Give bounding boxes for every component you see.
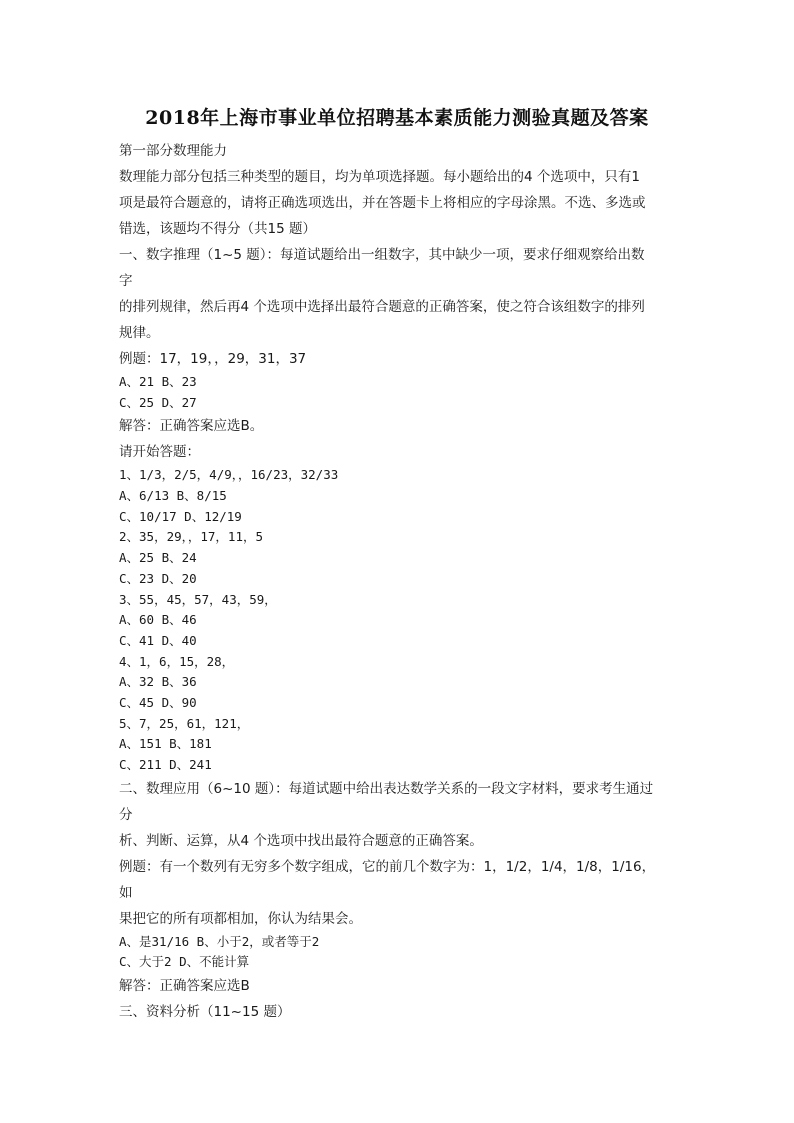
option-line: A、60 B、46: [119, 612, 197, 628]
section-heading: 第一部分数理能力: [119, 143, 227, 159]
question-line: 5、7，25，61，121，: [119, 715, 250, 731]
paragraph-line: 果把它的所有项都相加，你认为结果会。: [119, 910, 362, 927]
paragraph-line: 字: [119, 273, 133, 289]
option-line: A、32 B、36: [119, 674, 197, 690]
paragraph-line: 请开始答题：: [119, 444, 200, 461]
option-line: A、6/13 B、8/15: [119, 488, 227, 504]
question-line: 4、1，6，15，28，: [119, 653, 235, 669]
paragraph-line: 错选，该题均不得分（共15 题）: [119, 221, 316, 237]
paragraph-line: 一、数字推理（1~5 题）：每道试题给出一组数字，其中缺少一项，要求仔细观察给出数: [119, 247, 645, 263]
example-line: 例题：有一个数列有无穷多个数字组成，它的前几个数字为：1，1/2，1/4，1/8，1/16，: [119, 858, 656, 875]
option-line: C、大于2 D、不能计算: [119, 954, 250, 970]
paragraph-line: 如: [119, 884, 133, 901]
option-line: C、23 D、20: [119, 570, 197, 586]
paragraph-line: 规律。: [119, 325, 160, 341]
paragraph-line: 二、数理应用（6~10 题）：每道试题中给出表达数学关系的一段文字材料，要求考生通过: [119, 780, 654, 797]
option-line: A、151 B、181: [119, 736, 212, 752]
section-heading: 三、资料分析（11~15 题）: [119, 1004, 291, 1021]
option-line: A、是31/16 B、小于2，或者等于2: [119, 933, 320, 949]
paragraph-line: 的排列规律，然后再4 个选项中选择出最符合题意的正确答案，使之符合该组数字的排列: [119, 299, 645, 315]
document-title: 2018年上海市事业单位招聘基本素质能力测验真题及答案: [145, 107, 649, 129]
option-line: C、211 D、241: [119, 757, 212, 772]
question-line: 3、55，45，57，43，59，: [119, 591, 277, 607]
option-line: C、45 D、90: [119, 694, 197, 710]
paragraph-line: 项是最符合题意的，请将正确选项选出，并在答题卡上将相应的字母涂黑。不选、多选或: [119, 195, 646, 211]
option-line: C、41 D、40: [119, 632, 197, 648]
document-body: [119, 138, 719, 1025]
option-line: A、21 B、23: [119, 374, 197, 389]
option-line: C、25 D、27: [119, 394, 197, 410]
paragraph-line: 数理能力部分包括三种类型的题目，均为单项选择题。每小题给出的4 个选项中，只有1: [119, 169, 640, 185]
question-line: 2、35，29，，17，11，5: [119, 529, 264, 545]
answer-line: 解答：正确答案应选B。: [119, 418, 264, 435]
question-line: 1、1/3，2/5，4/9，，16/23，32/33: [119, 467, 339, 483]
option-line: C、10/17 D、12/19: [119, 508, 242, 524]
answer-line: 解答：正确答案应选B: [119, 978, 250, 995]
option-line: A、25 B、24: [119, 550, 197, 566]
paragraph-line: 析、判断、运算，从4 个选项中找出最符合题意的正确答案。: [119, 832, 483, 849]
paragraph-line: 分: [119, 806, 133, 823]
example-line: 例题：17，19，，29，31，37: [119, 351, 307, 367]
